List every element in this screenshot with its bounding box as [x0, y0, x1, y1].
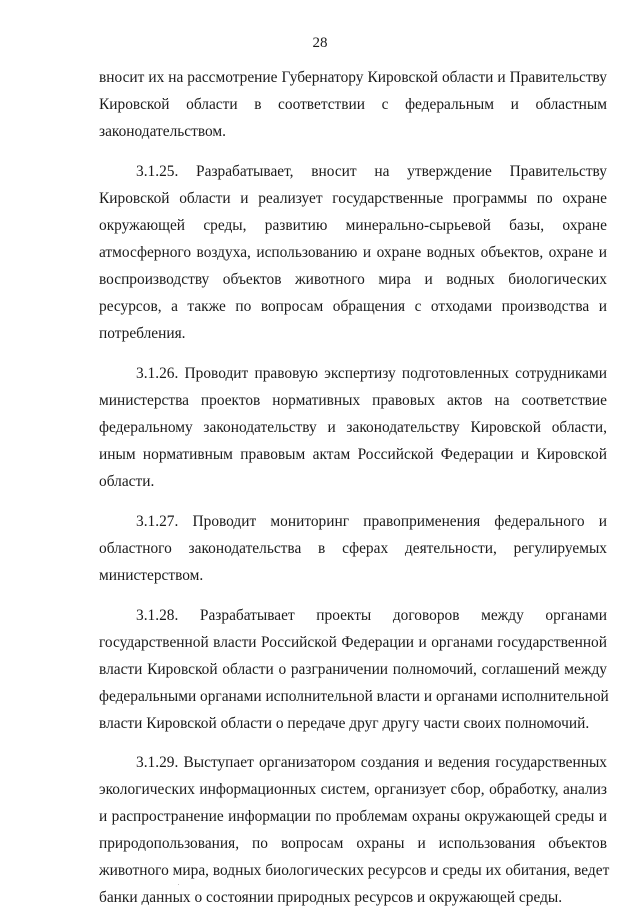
paragraph-3-1-29: [99, 749, 610, 911]
text-line: ресурсов, а также по вопросам обращения с отходами производства и: [99, 298, 607, 315]
text-line: министерством.: [99, 567, 204, 584]
text-line: федеральными органами исполнительной власти и органами исполнительной: [99, 688, 609, 705]
text-line: иным нормативным правовым актам Российской Федерации и Кировской: [99, 446, 607, 463]
text-line: вносит их на рассмотрение Губернатору Кировской области и Правительству: [99, 69, 607, 86]
paragraph-3-1-25: [99, 158, 607, 347]
text-line: власти Кировской области о передаче друг другу части своих полномочий.: [99, 715, 590, 732]
text-line: областного законодательства в сферах деятельности, регулируемых: [99, 540, 607, 557]
paragraph-3-1-28: [99, 602, 607, 737]
text-line: области.: [99, 473, 155, 490]
text-line: власти Кировской области о разграничении полномочий, соглашений между: [99, 661, 607, 678]
text-line: банки данных о состоянии природных ресурсов и окружающей среды.: [99, 889, 563, 906]
text-line: федеральному законодательству и законодательству Кировской области,: [99, 419, 607, 436]
text-line: и распространение информации по проблемам охраны окружающей среды и: [99, 808, 607, 825]
text-line: 3.1.28. Разрабатывает проекты договоров между органами: [136, 607, 607, 624]
text-line: Кировской области в соответствии с федеральным и областным: [99, 96, 607, 113]
text-line: воспроизводству объектов животного мира и водных биологических: [99, 271, 607, 288]
text-line: окружающей среды, развитию минерально-сырьевой базы, охране: [99, 217, 607, 234]
text-line: государственной власти Российской Федерации и органами государственной: [99, 634, 607, 651]
text-line: 3.1.26. Проводит правовую экспертизу подготовленных сотрудниками: [136, 365, 607, 382]
text-line: потребления.: [99, 325, 186, 342]
text-line: 3.1.27. Проводит мониторинг правоприменения федерального и: [136, 513, 607, 530]
text-line: 3.1.25. Разрабатывает, вносит на утверждение Правительству: [136, 163, 607, 180]
text-line: 3.1.29. Выступает организатором создания и ведения государственных: [136, 754, 607, 771]
paragraph-3-1-27: [99, 508, 607, 589]
text-line: животного мира, водных биологических ресурсов и среды их обитания, ведет: [99, 862, 610, 879]
text-line: природопользования, по вопросам охраны и использования объектов: [99, 835, 607, 852]
paragraph-continuation: [99, 64, 607, 145]
document-body: [99, 64, 610, 911]
text-line: атмосферного воздуха, использованию и охране водных объектов, охране и: [99, 244, 607, 261]
text-line: законодательством.: [99, 123, 227, 140]
scan-artifact: [178, 884, 179, 885]
paragraph-3-1-26: [99, 360, 607, 495]
page-number: 28: [312, 35, 328, 51]
text-line: экологических информационных систем, организует сбор, обработку, анализ: [99, 781, 607, 798]
text-line: Кировской области и реализует государственные программы по охране: [99, 190, 607, 207]
text-line: министерства проектов нормативных правовых актов на соответствие: [99, 392, 607, 409]
